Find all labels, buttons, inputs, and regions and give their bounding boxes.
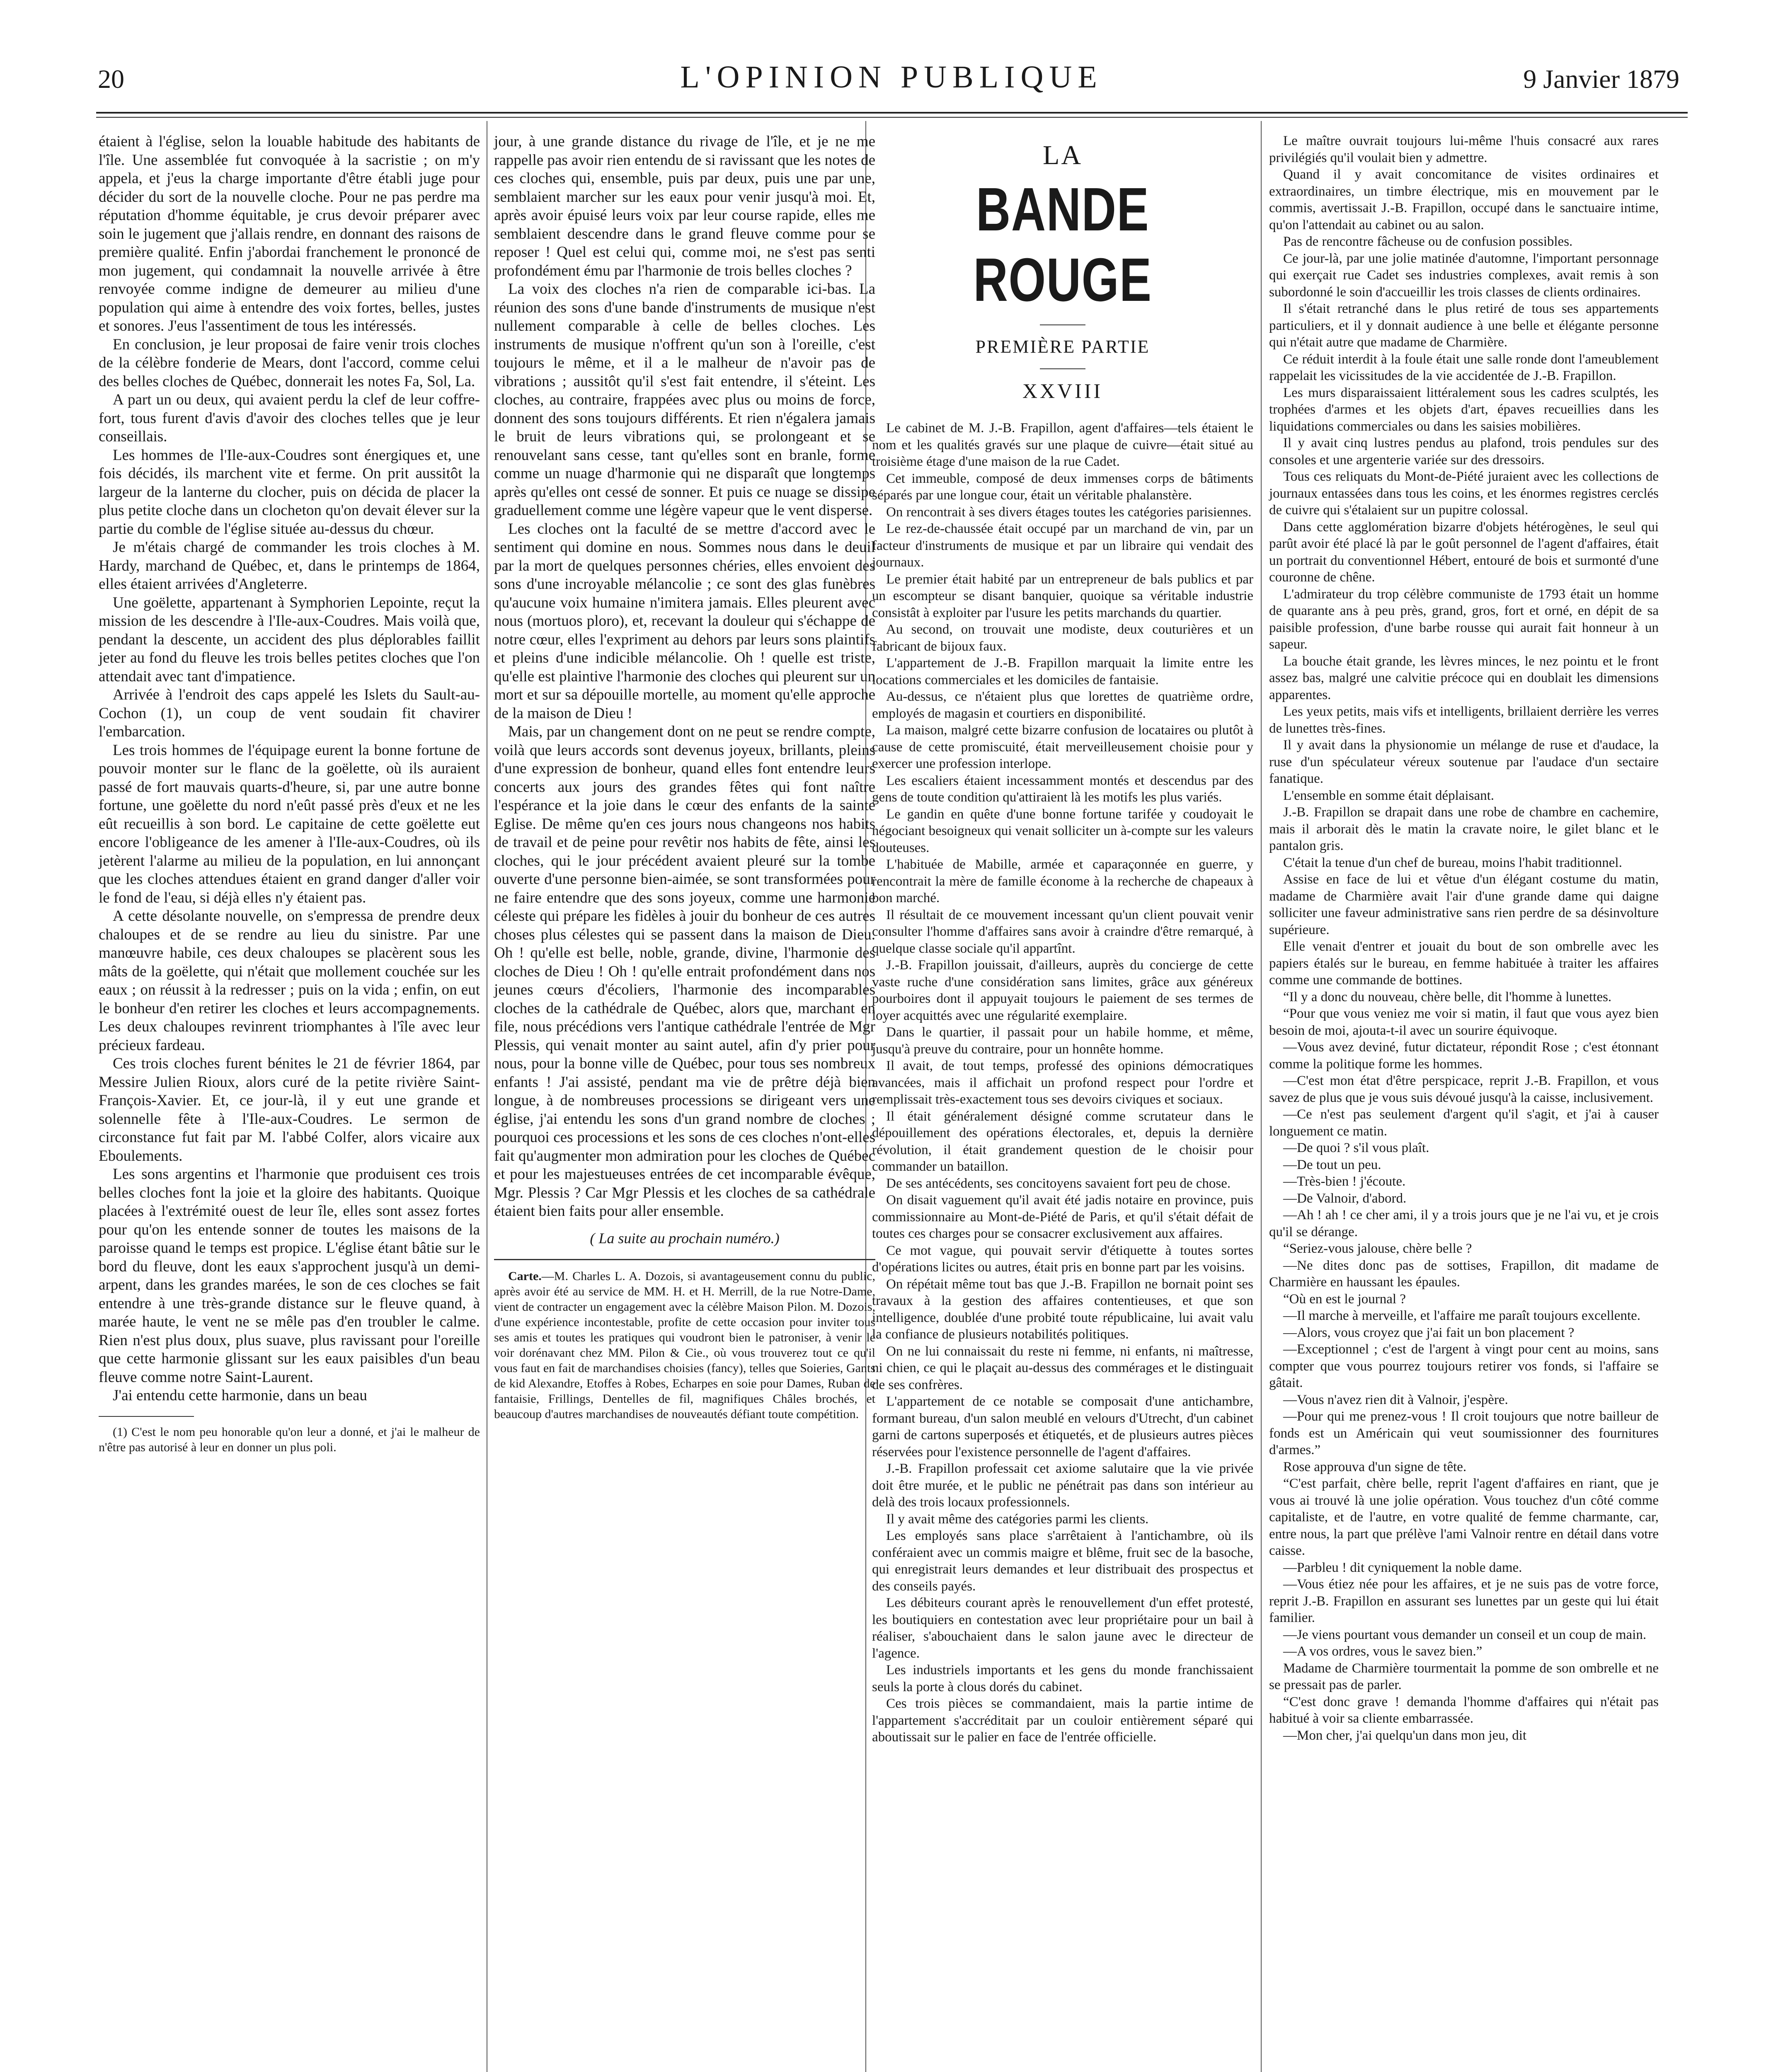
paragraph: —De Valnoir, d'abord.	[1283, 1191, 1407, 1206]
paragraph: —Je viens pourtant vous demander un conseil et un coup de main.	[1283, 1627, 1647, 1642]
paragraph: —De tout un peu.	[1283, 1157, 1381, 1172]
paragraph: L'appartement de ce notable se composait d'une antichambre, formant bureau, d'un salon meublé en velours d'Utrecht, d'un cabinet garni de cartons superposés et étiquetés, et de plusieurs autres pièces réservées pour l'existence personnelle de l'agent d'affaires.	[872, 1394, 1253, 1460]
carte-notice	[494, 1268, 875, 1422]
paragraph: Ces trois pièces se commandaient, mais la partie intime de l'appartement s'accréditait par un couloir entièrement séparé qui aboutissait sur le palier en face de l'entrée officielle.	[872, 1696, 1253, 1745]
paragraph: “Pour que vous veniez me voir si matin, il faut que vous ayez bien besoin de moi, ajouta-t-il avec un sourire équivoque.	[1269, 1006, 1659, 1038]
paragraph: “Seriez-vous jalouse, chère belle ?	[1283, 1241, 1472, 1256]
paragraph: A part un ou deux, qui avaient perdu la clef de leur coffre-fort, tous furent d'avis d'avoir des cloches telles que je leur conseillais.	[99, 391, 480, 445]
paragraph: Les employés sans place s'arrêtaient à l'antichambre, où ils conféraient avec un commis maigre et blême, fruit sec de la basoche, qui enregistrait leurs demandes et leur distribuait des prospectus et des conseils payés.	[872, 1528, 1253, 1594]
paragraph: Je m'étais chargé de commander les trois cloches à M. Hardy, marchand de Québec, et, dans le printemps de 1864, elles étaient arrivées d'Angleterre.	[99, 539, 480, 593]
paragraph: Madame de Charmière tourmentait la pomme de son ombrelle et ne se pressait pas de parler.	[1269, 1661, 1659, 1692]
paragraph: Ces trois cloches furent bénites le 21 de février 1864, par Messire Julien Rioux, alors curé de la petite rivière Saint-François-Xavier. Et, ce jour-là, il y eut une grande et solennelle fête à l'Ile-aux-Coudres. Le sermon de circonstance fut fait par M. l'abbé Colfer, alors vicaire aux Eboulements.	[99, 1055, 480, 1164]
paragraph: L'admirateur du trop célèbre communiste de 1793 était un homme de quarante ans à peu près, grand, gros, fort et orné, en dépit de sa paisible profession, d'une barbe rousse qui aurait fait honneur à un sapeur.	[1269, 586, 1659, 652]
column-divider	[1261, 121, 1262, 2072]
serial-title: BANDE ROUGE	[973, 175, 1152, 314]
paragraph: —Parbleu ! dit cyniquement la noble dame.	[1283, 1560, 1522, 1575]
paragraph: En conclusion, je leur proposai de faire venir trois cloches de la célèbre fonderie de Mears, dont l'accord, comme celui des belles cloches de Québec, donnerait les notes Fa, Sol, La.	[99, 336, 480, 390]
paragraph: Pas de rencontre fâcheuse ou de confusion possibles.	[1283, 234, 1573, 249]
paragraph: Le gandin en quête d'une bonne fortune tarifée y coudoyait le négociant besoigneux qui venait solliciter un à-compte sur les valeurs douteuses.	[872, 806, 1253, 855]
serial-part: PREMIÈRE PARTIE	[975, 336, 1150, 357]
paragraph: jour, à une grande distance du rivage de l'île, et je ne me rappelle pas avoir rien entendu de si ravissant que les notes de ces cloches qui, ensemble, puis par deux, puis une par une, semblaient marcher sur les eaux pour venir jusqu'à moi. Et, après avoir épuisé leurs voix par leur course rapide, elles me semblaient descendre dans le grand fleuve comme pour se reposer ! Quel est celui qui, comme moi, ne s'est pas senti profondément ému par l'harmonie de trois belles cloches ?	[494, 133, 875, 279]
paragraph: —De quoi ? s'il vous plaît.	[1283, 1140, 1429, 1155]
paragraph: —C'est mon état d'être perspicace, reprit J.-B. Frapillon, et vous savez de plus que je vous suis dévoué jusqu'à la caisse, inclusivement.	[1269, 1073, 1659, 1105]
paragraph: —Très-bien ! j'écoute.	[1283, 1174, 1406, 1189]
paragraph: Il y avait même des catégories parmi les clients.	[886, 1511, 1149, 1527]
paragraph: Au second, on trouvait une modiste, deux couturières et un fabricant de bijoux faux.	[872, 622, 1253, 654]
paragraph: On répétait même tout bas que J.-B. Frapillon ne bornait point ses travaux à la gestion des affaires contentieuses, et que son intelligence, doublée d'une probité toute républicaine, lui avait valu la confiance de plusieurs notabilités politiques.	[872, 1276, 1253, 1342]
paragraph: —Ne dites donc pas de sottises, Frapillon, dit madame de Charmière en haussant les épaules.	[1269, 1258, 1659, 1290]
paragraph: J.-B. Frapillon jouissait, d'ailleurs, auprès du concierge de cette vaste ruche d'une considération sans limites, grâce aux généreux pourboires dont il appuyait toujours le paiement de ses termes de loyer acquittés avec une régularité exemplaire.	[872, 958, 1253, 1023]
paragraph: Cet immeuble, composé de deux immenses corps de bâtiments séparés par une longue cour, était un véritable phalanstère.	[872, 471, 1253, 503]
paragraph: “C'est parfait, chère belle, reprit l'agent d'affaires en riant, que je vous ai trouvé là une jolie opération. Vous touchez d'un côté comme capitaliste, et de l'autre, en votre qualité de femme charmante, car, entre nous, la part que prélève l'ami Valnoir rentre en détail dans votre caisse.	[1269, 1476, 1659, 1558]
paragraph: Les industriels importants et les gens du monde franchissaient seuls la porte à clous dorés du cabinet.	[872, 1663, 1253, 1694]
title-rule	[1040, 324, 1085, 325]
paragraph: Les escaliers étaient incessamment montés et descendus par des gens de toute condition qu'attiraient là les motifs les plus variés.	[872, 773, 1253, 805]
paragraph: —Vous avez deviné, futur dictateur, répondit Rose ; c'est étonnant comme la politique forme les hommes.	[1269, 1040, 1659, 1072]
paragraph: Les hommes de l'Ile-aux-Coudres sont énergiques et, une fois décidés, ils marchent vite et ferme. On prit aussitôt la largeur de la lanterne du clocher, puis on décida de placer la plus petite cloche dans un clocheton qu'on devait élever sur la partie du comble de l'église située au-dessus du chœur.	[99, 446, 480, 537]
paragraph: La maison, malgré cette bizarre confusion de locataires ou plutôt à cause de cette promiscuité, était merveilleusement choisie pour y exercer une profession interlope.	[872, 723, 1253, 771]
column-2	[494, 133, 875, 1422]
paragraph: —Pour qui me prenez-vous ! Il croit toujours que notre bailleur de fonds est un Américain qui veut soumissionner des fournitures d'armes.”	[1269, 1409, 1659, 1457]
paragraph: L'ensemble en somme était déplaisant.	[1283, 788, 1495, 803]
footnote: (1) C'est le nom peu honorable qu'on leur a donné, et j'ai le malheur de n'être pas autorisé à leur en donner un plus poli.	[99, 1425, 480, 1454]
paragraph: J.-B. Frapillon professait cet axiome salutaire que la vie privée doit être murée, et le public ne pénétrait pas dans son intérieur au delà des trois locaux professionnels.	[872, 1461, 1253, 1510]
paragraph: Il y avait cinq lustres pendus au plafond, trois pendules sur des consoles et une argenterie variée sur des dressoirs.	[1269, 436, 1659, 467]
paragraph: Arrivée à l'endroit des caps appelé les Islets du Sault-au-Cochon (1), un coup de vent soudain fit chavirer l'embarcation.	[99, 686, 480, 740]
paragraph: Mais, par un changement dont on ne peut se rendre compte, voilà que leurs accords sont devenus joyeux, brillants, pleins d'une expression de bonheur, quand elles font entendre leurs concerts aux jours des grandes fêtes qui font naître l'espérance et la joie dans le cœur des enfants de la sainte Eglise. De même qu'en ces jours nous changeons nos habits de travail et de peine pour revêtir nos habits de fête, ainsi les cloches, qui le jour précédent avaient pleuré sur la tombe ouverte d'une personne bien-aimée, se sont transformées pour ne faire entendre que des sons joyeux, comme une harmonie céleste qui prépare les fidèles à jouir du bonheur de ces autres choses plus célestes qui se passent dans la maison de Dieu. Oh ! qu'elle est belle, noble, grande, divine, l'harmonie des cloches de Dieu ! Oh ! qu'elle entrait profondément dans nos jeunes cœurs d'écoliers, l'harmonie des incomparables cloches de la cathédrale de Québec, alors que, marchant en file, nous précédions vers l'antique cathédrale l'entrée de Mgr Plessis, qui venait monter au saint autel, afin d'y prier pour nous, pour la bonne ville de Québec, pour tous ses nombreux enfants ! J'ai assisté, pendant ma vie de prêtre déjà bien longue, à de nombreuses processions se dirigeant vers une église, j'ai entendu les sons d'un grand nombre de cloches ; pourquoi ces processions et les sons de ces cloches n'ont-elles fait qu'augmenter mon admiration pour les cloches de Québec et pour les majestueuses entrées de cet incomparable évêque, Mgr. Plessis ? Car Mgr Plessis et les cloches de sa cathédrale étaient bien faits pour aller ensemble.	[494, 723, 875, 1220]
paragraph: Dans cette agglomération bizarre d'objets hétérogènes, le seul qui parût avoir été placé là par le goût personnel de l'agent d'affaires, était un portrait du conventionnel Hébert, entouré de bois et surmonté d'une couronne de chêne.	[1269, 519, 1659, 585]
paragraph: —Vous n'avez rien dit à Valnoir, j'espère.	[1283, 1392, 1508, 1407]
paragraph: Il s'était retranché dans le plus retiré de tous ses appartements particuliers, et il y donnait audience à une belle et élégante personne qui n'était autre que madame de Charmière.	[1269, 301, 1659, 350]
paragraph: De ses antécédents, ses concitoyens savaient fort peu de chose.	[886, 1176, 1231, 1191]
serial-article: LA	[1043, 140, 1083, 170]
paragraph: On ne lui connaissait du reste ni femme, ni enfants, ni maîtresse, ni chien, ce qui le plaçait au-dessus des commérages et le distinguait de ses confrères.	[872, 1343, 1253, 1392]
issue-date: 9 Janvier 1879	[1523, 64, 1679, 94]
paragraph: Le premier était habité par un entrepreneur de bals publics et par un escompteur se disant banquier, quoique sa véritable industrie consistât à exploiter par l'usure les petits marchands du quartier.	[872, 571, 1253, 620]
paragraph: J'ai entendu cette harmonie, dans un beau	[113, 1387, 367, 1404]
paragraph: Ce réduit interdit à la foule était une salle ronde dont l'ameublement rappelait les vicissitudes de la vie accidentée de J.-B. Frapillon.	[1269, 351, 1659, 383]
paragraph: Les murs disparaissaient littéralement sous les cadres sculptés, les trophées d'armes et les objets d'art, épaves recueillies dans les liquidations commerciales ou dans les saisies mobilières.	[1269, 385, 1659, 434]
paragraph: Quand il y avait concomitance de visites ordinaires et extraordinaires, un timbre électrique, mis en mouvement par le commis, avertissait J.-B. Frapillon, occupé dans le sanctuaire intime, qu'on l'attendait au cabinet ou au salon.	[1269, 167, 1659, 232]
paragraph: Il y avait dans la physionomie un mélange de ruse et d'audace, la ruse d'un spéculateur véreux soutenue par l'audace d'un sectaire fanatique.	[1269, 738, 1659, 786]
paragraph: Rose approuva d'un signe de tête.	[1283, 1459, 1467, 1474]
paragraph: —Alors, vous croyez que j'ai fait un bon placement ?	[1283, 1325, 1575, 1340]
paragraph: Le maître ouvrait toujours lui-même l'huis consacré aux rares privilégiés qu'il voulait bien y admettre.	[1269, 133, 1659, 165]
paragraph: étaient à l'église, selon la louable habitude des habitants de l'île. Une assemblée fut convoquée à la sacristie ; on m'y appela, et j'eus la charge importante d'être établi juge pour décider du sort de la nouvelle cloche. Pour ne pas perdre ma réputation d'homme équitable, je crus devoir préparer avec soin le jugement que j'allais rendre, en donnant des raisons de première qualité. Enfin j'abordai franchement le prononcé de mon jugement, qui condamnait la nouvelle arrivée à être renvoyée comme indigne de demeurer au milieu d'une population qui aime à entendre des voix fortes, belles, justes et sonores. J'eus l'assentiment de tous les intéressés.	[99, 133, 480, 334]
paragraph: Tous ces reliquats du Mont-de-Piété juraient avec les collections de journaux entassées dans tous les coins, et les énormes registres cerclés de cuivre qui s'étalaient sur un pupitre colossal.	[1269, 469, 1659, 518]
paragraph: “C'est donc grave ! demanda l'homme d'affaires qui n'était pas habitué à voir sa cliente embarrassée.	[1269, 1694, 1659, 1726]
paragraph: A cette désolante nouvelle, on s'empressa de prendre deux chaloupes et de se rendre au lieu du sinistre. Par une manœuvre habile, ces deux chaloupes se placèrent sous les mâts de la goëlette, qui n'était que mollement couchée sur les eaux ; on réussit à la redresser ; puis on la vida ; enfin, on eut le bonheur d'en retirer les cloches et leurs accompagnements. Les deux chaloupes revinrent triomphantes à l'île avec leur précieux fardeau.	[99, 908, 480, 1054]
paragraph: Les débiteurs courant après le renouvellement d'un effet protesté, les boutiquiers en contestation avec leur propriétaire pour un bail à réaliser, s'abouchaient dans le salon jaune avec le directeur de l'agence.	[872, 1595, 1253, 1661]
carte-label: Carte.	[508, 1269, 542, 1283]
paragraph: —Mon cher, j'ai quelqu'un dans mon jeu, dit	[1283, 1728, 1527, 1743]
paragraph: Ce jour-là, par une jolie matinée d'automne, l'important personnage qui exerçait rue Cadet ses industries complexes, avait remis à son subordonné le soin d'accueillir les trois classes de clients ordinaires.	[1269, 251, 1659, 300]
paragraph: Les yeux petits, mais vifs et intelligents, brillaient derrière les verres de lunettes très-fines.	[1269, 704, 1659, 736]
paragraph: “Où en est le journal ?	[1283, 1291, 1406, 1307]
paragraph: J.-B. Frapillon se drapait dans une robe de chambre en cachemire, mais il arborait dès le matin la cravate noire, le gilet blanc et le pantalon gris.	[1269, 805, 1659, 853]
paragraph: Ce mot vague, qui pouvait servir d'étiquette à toutes sortes d'opérations licites ou autres, était pris en bonne part par les voisins.	[872, 1243, 1253, 1275]
paragraph: “Il y a donc du nouveau, chère belle, dit l'homme à lunettes.	[1283, 989, 1612, 1005]
paragraph: —Ce n'est pas seulement d'argent qu'il s'agit, et j'ai à causer longuement ce matin.	[1269, 1107, 1659, 1139]
paragraph: C'était la tenue d'un chef de bureau, moins l'habit traditionnel.	[1283, 855, 1622, 870]
paragraph: On disait vaguement qu'il avait été jadis notaire en province, puis commissionnaire au Mont-de-Piété de Paris, et qu'il s'était défait de toutes ces charges pour se consacrer exclusivement aux affaires.	[872, 1193, 1253, 1241]
footnote-rule	[99, 1416, 194, 1417]
continued-notice: ( La suite au prochain numéro.)	[590, 1230, 780, 1247]
paragraph: Une goëlette, appartenant à Symphorien Lepointe, reçut la mission de les descendre à l'Ile-aux-Coudres. Mais voilà que, pendant la descente, un accident des plus déplorables faillit jeter au fond du fleuve les trois belles petites cloches que l'on attendait avec tant d'impatience.	[99, 594, 480, 685]
paragraph: Les trois hommes de l'équipage eurent la bonne fortune de pouvoir monter sur le flanc de la goëlette, où ils auraient passé de fort mauvais quarts-d'heure, si, par une autre bonne fortune, une goëlette du nord n'eût passé près d'eux et ne les eût recueillis à son bord. Le capitaine de cette goëlette eut encore l'obligeance de les amener à l'Ile-aux-Coudres, où ils jetèrent l'alarme au milieu de la population, en lui annonçant que les cloches attendues étaient en grand danger d'aller voir le fond de l'eau, si déjà elles n'y étaient pas.	[99, 741, 480, 906]
header-rule	[96, 112, 1688, 114]
paragraph: La voix des cloches n'a rien de comparable ici-bas. La réunion des sons d'une bande d'instruments de musique n'est nullement comparable à celle de belles cloches. Les instruments de musique n'offrent qu'un son à l'oreille, c'est toujours le même, et il a le malheur de n'avoir pas de vibrations ; aussitôt qu'il s'est fait entendre, il s'éteint. Les cloches, au contraire, frappées avec plus ou moins de force, donnent des sons toujours différents. Et rien n'égalera jamais le bruit de leurs vibrations qui, se prolongeant et se renouvelant sans cesse, tant qu'elles sont en branle, forme comme un nuage d'harmonie qui ne disparaît que longtemps après qu'elles ont cessé de sonner. Et puis ce nuage se dissipe graduellement comme une légère vapeur que le vent disperse.	[494, 281, 875, 519]
part-rule	[1040, 368, 1085, 369]
page-number: 20	[98, 64, 124, 94]
paragraph: La bouche était grande, les lèvres minces, le nez pointu et le front assez bas, malgré une calvitie précoce qui en doublait les dimensions apparentes.	[1269, 654, 1659, 702]
column-4	[1269, 133, 1659, 1744]
column-3	[872, 133, 1253, 1746]
paragraph: —Il marche à merveille, et l'affaire me paraît toujours excellente.	[1283, 1308, 1641, 1323]
paragraph: Les sons argentins et l'harmonie que produisent ces trois belles cloches font la joie et la gloire des habitants. Quoique placées à l'extrémité ouest de leur île, elles sont assez fortes pour qu'on les entende sonner de toutes les maisons de la paroisse quand le temps est propice. L'église étant bâtie sur le bord du fleuve, dont les eaux s'approchent jusqu'à un demi-arpent, dans les grandes marées, le son de ces cloches se fait entendre à une très-grande distance sur le fleuve quand, à marée haute, le vent ne se mêle pas d'en troubler le calme. Rien n'est plus doux, plus suave, plus ravissant pour l'oreille que cette harmonie glissant sur les eaux paisibles d'un beau fleuve comme notre Saint-Laurent.	[99, 1166, 480, 1386]
paragraph: Les cloches ont la faculté de se mettre d'accord avec le sentiment qui domine en nous. Sommes nous dans le deuil par la mort de quelques personnes chéries, elles envoient des sons d'une incroyable mélancolie ; ce sont des glas funèbres qu'aucune voix humaine n'imitera jamais. Elles pleurent avec nous (mortuos ploro), et, recevant la douleur qui s'échappe de notre cœur, elles l'expriment au dehors par leurs sons plaintifs et pleins d'une indicible mélancolie. Oh ! quelle est triste, qu'elle est plaintive l'harmonie des cloches qui pleurent sur un mort et sur sa dépouille mortelle, au moment qu'elle approche de la maison de Dieu !	[494, 520, 875, 722]
paragraph: Il était généralement désigné comme scrutateur dans le dépouillement des opérations électorales, et, depuis la dernière révolution, il était grandement question de le choisir pour commander un bataillon.	[872, 1109, 1253, 1174]
paragraph: Dans le quartier, il passait pour un habile homme, et même, jusqu'à preuve du contraire, pour un honnête homme.	[872, 1025, 1253, 1057]
paragraph: Le rez-de-chaussée était occupé par un marchand de vin, par un facteur d'instruments de musique et par un libraire qui vendait des journaux.	[872, 521, 1253, 570]
journal-title: L'OPINION PUBLIQUE	[680, 60, 1103, 94]
paragraph: Assise en face de lui et vêtue d'un élégant costume du matin, madame de Charmière avait l'air d'une grande dame qui daigne solliciter une faveur administrative sans rien perdre de sa désinvolture supérieure.	[1269, 872, 1659, 937]
header-rule-thin	[96, 117, 1688, 118]
carte-text: —M. Charles L. A. Dozois, si avantageusement connu du public, après avoir été au service de MM. H. et H. Merrill, de la rue Notre-Dame, vient de contracter un engagement avec la célèbre Maison Pilon. M. Dozois, d'une expérience incontestable, profite de cette occasion pour inviter tous ses amis et toutes les pratiques qui voudront bien le patroniser, à venir le voir dorénavant chez MM. Pilon & Cie., où vous trouverez tout ce qu'il vous faut en fait de marchandises choisies (fancy), telles que Soieries, Gants de kid Alexandre, Etoffes à Robes, Echarpes en soie pour Dames, Ruban de fantaisie, Frillings, Dentelles de fil, magnifiques Châles brochés, et beaucoup d'autres marchandises de nouveautés défiant toute compétition.	[494, 1269, 875, 1421]
paragraph: —Ah ! ah ! ce cher ami, il y a trois jours que je ne l'ai vu, et je crois qu'il se dérange.	[1269, 1208, 1659, 1239]
column-1	[99, 133, 480, 1455]
paragraph: Le cabinet de M. J.-B. Frapillon, agent d'affaires—tels étaient le nom et les qualités gravés sur une plaque de cuivre—était situé au troisième étage d'une maison de la rue Cadet.	[872, 421, 1253, 469]
paragraph: L'appartement de J.-B. Frapillon marquait la limite entre les locations commerciales et les domiciles de fantaisie.	[872, 656, 1253, 687]
paragraph: Il avait, de tout temps, professé des opinions démocratiques avancées, mais il affichait un profond respect pour l'ordre et remplissait très-exactement tous ses devoirs civiques et sociaux.	[872, 1058, 1253, 1107]
paragraph: Au-dessus, ce n'étaient plus que lorettes de quatrième ordre, employés de magasin et courtiers en disponibilité.	[872, 689, 1253, 721]
paragraph: —A vos ordres, vous le savez bien.”	[1283, 1644, 1483, 1659]
chapter-number: XXVIII	[1022, 379, 1103, 402]
paragraph: Elle venait d'entrer et jouait du bout de son ombrelle avec les papiers étalés sur le bureau, en femme habituée à traiter les affaires comme une commande de bottines.	[1269, 939, 1659, 988]
paragraph: —Vous étiez née pour les affaires, et je ne suis pas de votre force, reprit J.-B. Frapillon en assurant ses lunettes par un geste qui lui était familier.	[1269, 1577, 1659, 1625]
paragraph: On rencontrait à ses divers étages toutes les catégories parisiennes.	[886, 504, 1252, 520]
section-rule	[494, 1259, 875, 1260]
paragraph: Il résultait de ce mouvement incessant qu'un client pouvait venir consulter l'homme d'affaires sans avoir à craindre d'être remarqué, à quelque classe sociale qu'il appartînt.	[872, 907, 1253, 956]
paragraph: —Exceptionnel ; c'est de l'argent à vingt pour cent au moins, sans compter que vous pourrez toujours retirer vos fonds, si l'affaire se gâtait.	[1269, 1342, 1659, 1390]
paragraph: L'habituée de Mabille, armée et caparaçonnée en guerre, y rencontrait la mère de famille économe à la recherche de chapeaux à bon marché.	[872, 857, 1253, 905]
